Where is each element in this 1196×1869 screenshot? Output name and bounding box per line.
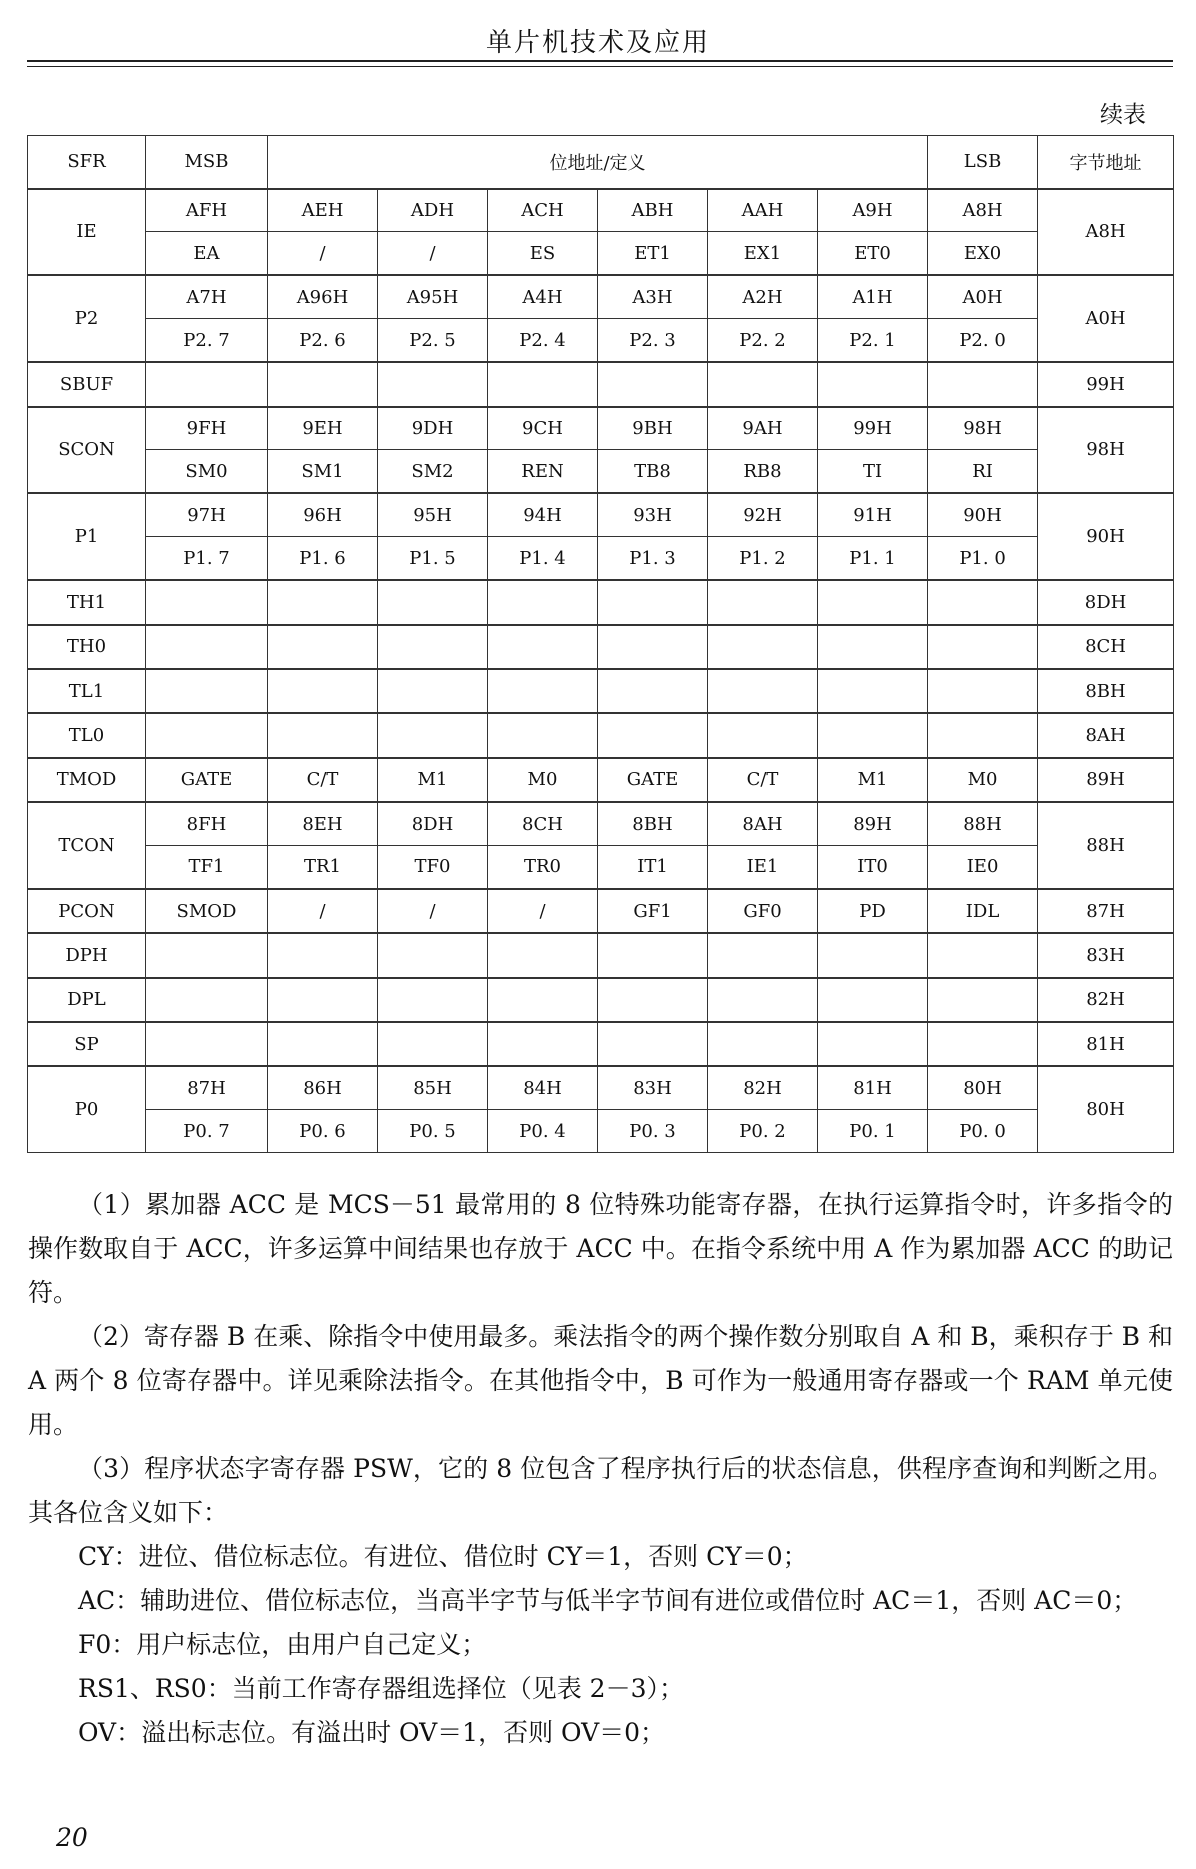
empty-cell	[708, 362, 818, 406]
table-row	[28, 189, 1174, 232]
bit-address-cell: 9EH	[268, 407, 378, 450]
bit-address-cell: 9AH	[708, 407, 818, 450]
empty-cell	[488, 713, 598, 757]
bit-definition-cell: P1. 7	[146, 537, 268, 580]
sfr-name-sp: SP	[28, 1022, 146, 1066]
byte-address-tmod: 89H	[1038, 758, 1174, 802]
byte-address-dph: 83H	[1038, 933, 1174, 977]
bit-definition-cell: P2. 2	[708, 319, 818, 362]
empty-cell	[928, 580, 1038, 624]
empty-cell	[378, 669, 488, 713]
byte-address-tl1: 8BH	[1038, 669, 1174, 713]
bit-address-cell: A3H	[598, 275, 708, 318]
empty-cell	[488, 933, 598, 977]
bit-address-cell: ADH	[378, 189, 488, 232]
sfr-name-tcon: TCON	[28, 802, 146, 889]
bit-address-cell: 85H	[378, 1066, 488, 1109]
bit-definition-cell: ET0	[818, 232, 928, 275]
table-row	[28, 232, 1174, 275]
empty-cell	[378, 1022, 488, 1066]
empty-cell	[818, 978, 928, 1022]
running-header-title: 单片机技术及应用	[485, 28, 710, 58]
empty-cell	[598, 580, 708, 624]
bit-definition-cell: P0. 6	[268, 1110, 378, 1153]
paragraph-acc: （1）累加器 ACC 是 MCS－51 最常用的 8 位特殊功能寄存器，在执行运算指令时，许多指令的操作数取自于 ACC，许多运算中间结果也存放于 ACC 中。在指令系统中用 A 作为累加器 ACC 的助记符。	[28, 1190, 1173, 1307]
table-row	[28, 845, 1174, 888]
bit-definition-cell: P0. 4	[488, 1110, 598, 1153]
byte-address-pcon: 87H	[1038, 889, 1174, 933]
bit-definition-cell: RI	[928, 450, 1038, 493]
bit-address-cell: ABH	[598, 189, 708, 232]
bit-address-cell: 8EH	[268, 802, 378, 845]
header-byte-address: 字节地址	[1038, 136, 1174, 189]
bit-address-cell: 84H	[488, 1066, 598, 1109]
sfr-name-th0: TH0	[28, 625, 146, 669]
bit-definition-cell: P1. 5	[378, 537, 488, 580]
bit-definition-cell: P2. 0	[928, 319, 1038, 362]
table-row	[28, 625, 1174, 669]
empty-cell	[708, 978, 818, 1022]
empty-cell	[378, 713, 488, 757]
bit-definition-cell: P2. 1	[818, 319, 928, 362]
sfr-name-pcon: PCON	[28, 889, 146, 933]
bit-definition-cell: P0. 5	[378, 1110, 488, 1153]
empty-cell	[708, 713, 818, 757]
bit-definition-cell: SMOD	[146, 889, 268, 933]
empty-cell	[146, 713, 268, 757]
page-number: 20	[56, 1823, 88, 1852]
empty-cell	[598, 362, 708, 406]
bit-address-cell: 81H	[818, 1066, 928, 1109]
table-header-row	[28, 136, 1174, 189]
empty-cell	[268, 362, 378, 406]
bit-definition-cell: GF0	[708, 889, 818, 933]
bit-address-cell: ACH	[488, 189, 598, 232]
table-row	[28, 889, 1174, 933]
empty-cell	[928, 362, 1038, 406]
empty-cell	[818, 713, 928, 757]
bit-definition-cell: SM2	[378, 450, 488, 493]
bit-definition-cell: M1	[818, 758, 928, 802]
sfr-name-p0: P0	[28, 1066, 146, 1152]
bit-definition-cell: ES	[488, 232, 598, 275]
empty-cell	[818, 1022, 928, 1066]
bit-address-cell: 80H	[928, 1066, 1038, 1109]
empty-cell	[268, 933, 378, 977]
bit-definition-cell: P0. 7	[146, 1110, 268, 1153]
bit-definition-cell: TI	[818, 450, 928, 493]
bit-definition-cell: P2. 3	[598, 319, 708, 362]
empty-cell	[378, 625, 488, 669]
bit-definition-cell: EA	[146, 232, 268, 275]
bit-address-cell: 92H	[708, 493, 818, 536]
bit-definition-cell: GATE	[598, 758, 708, 802]
byte-address-p2: A0H	[1038, 275, 1174, 362]
empty-cell	[818, 933, 928, 977]
item-rs: RS1、RS0：当前工作寄存器组选择位（见表 2－3）；	[78, 1674, 684, 1703]
bit-definition-cell: SM0	[146, 450, 268, 493]
bit-definition-cell: P1. 6	[268, 537, 378, 580]
bit-address-cell: 96H	[268, 493, 378, 536]
empty-cell	[928, 713, 1038, 757]
bit-address-cell: 93H	[598, 493, 708, 536]
bit-definition-cell: P1. 3	[598, 537, 708, 580]
table-row	[28, 537, 1174, 580]
byte-address-sp: 81H	[1038, 1022, 1174, 1066]
bit-definition-cell: IDL	[928, 889, 1038, 933]
sfr-name-dph: DPH	[28, 933, 146, 977]
bit-address-cell: 86H	[268, 1066, 378, 1109]
empty-cell	[146, 362, 268, 406]
sfr-name-ie: IE	[28, 189, 146, 276]
bit-definition-cell: TR0	[488, 845, 598, 888]
table-row	[28, 669, 1174, 713]
bit-address-cell: A95H	[378, 275, 488, 318]
empty-cell	[598, 669, 708, 713]
bit-definition-cell: PD	[818, 889, 928, 933]
sfr-name-th1: TH1	[28, 580, 146, 624]
empty-cell	[146, 580, 268, 624]
bit-definition-cell: C/T	[268, 758, 378, 802]
table-row	[28, 978, 1174, 1022]
bit-definition-cell: P2. 6	[268, 319, 378, 362]
empty-cell	[598, 713, 708, 757]
empty-cell	[598, 1022, 708, 1066]
bit-address-cell: 8DH	[378, 802, 488, 845]
header-rule-thin	[27, 66, 1173, 67]
bit-address-cell: A9H	[818, 189, 928, 232]
empty-cell	[268, 978, 378, 1022]
empty-cell	[268, 669, 378, 713]
empty-cell	[598, 933, 708, 977]
bit-definition-cell: /	[268, 232, 378, 275]
bit-definition-cell: P2. 7	[146, 319, 268, 362]
table-row	[28, 1110, 1174, 1153]
table-row	[28, 1022, 1174, 1066]
table-row	[28, 802, 1174, 845]
byte-address-p0: 80H	[1038, 1066, 1174, 1152]
bit-definition-cell: /	[268, 889, 378, 933]
bit-definition-cell: IE1	[708, 845, 818, 888]
bit-definition-cell: M1	[378, 758, 488, 802]
empty-cell	[818, 669, 928, 713]
bit-address-cell: A4H	[488, 275, 598, 318]
table-row	[28, 362, 1174, 406]
bit-definition-cell: TF0	[378, 845, 488, 888]
sfr-name-scon: SCON	[28, 407, 146, 494]
bit-address-cell: 95H	[378, 493, 488, 536]
bit-definition-cell: IT1	[598, 845, 708, 888]
sfr-name-dpl: DPL	[28, 978, 146, 1022]
empty-cell	[378, 978, 488, 1022]
bit-address-cell: 8CH	[488, 802, 598, 845]
bit-address-cell: 99H	[818, 407, 928, 450]
paragraph-psw: （3）程序状态字寄存器 PSW，它的 8 位包含了程序执行后的状态信息，供程序查询和判断之用。其各位含义如下：	[28, 1454, 1173, 1527]
table-continued-label: 续表	[1100, 102, 1146, 128]
bit-definition-cell: RB8	[708, 450, 818, 493]
bit-address-cell: 87H	[146, 1066, 268, 1109]
bit-definition-cell: C/T	[708, 758, 818, 802]
empty-cell	[488, 625, 598, 669]
bit-address-cell: 91H	[818, 493, 928, 536]
empty-cell	[146, 1022, 268, 1066]
empty-cell	[268, 713, 378, 757]
bit-definition-cell: P2. 5	[378, 319, 488, 362]
bit-address-cell: 98H	[928, 407, 1038, 450]
empty-cell	[928, 978, 1038, 1022]
table-row	[28, 933, 1174, 977]
empty-cell	[818, 625, 928, 669]
header-rule-thick	[27, 60, 1173, 62]
bit-definition-cell: P1. 4	[488, 537, 598, 580]
bit-definition-cell: P0. 3	[598, 1110, 708, 1153]
bit-address-cell: 83H	[598, 1066, 708, 1109]
header-msb: MSB	[146, 136, 268, 189]
bit-definition-cell: EX0	[928, 232, 1038, 275]
bit-address-cell: A1H	[818, 275, 928, 318]
table-row	[28, 319, 1174, 362]
empty-cell	[598, 978, 708, 1022]
byte-address-th1: 8DH	[1038, 580, 1174, 624]
bit-definition-cell: TB8	[598, 450, 708, 493]
bit-address-cell: 8AH	[708, 802, 818, 845]
byte-address-sbuf: 99H	[1038, 362, 1174, 406]
empty-cell	[928, 1022, 1038, 1066]
body-text	[28, 1183, 1173, 1755]
bit-definition-cell: P1. 0	[928, 537, 1038, 580]
sfr-name-tl1: TL1	[28, 669, 146, 713]
empty-cell	[268, 625, 378, 669]
empty-cell	[708, 669, 818, 713]
bit-address-cell: A7H	[146, 275, 268, 318]
empty-cell	[928, 625, 1038, 669]
bit-address-cell: 94H	[488, 493, 598, 536]
empty-cell	[378, 933, 488, 977]
bit-address-cell: 9DH	[378, 407, 488, 450]
paragraph-register-b: （2）寄存器 B 在乘、除指令中使用最多。乘法指令的两个操作数分别取自 A 和 B，乘积存于 B 和 A 两个 8 位寄存器中。详见乘除法指令。在其他指令中，B 可作为一般通用寄存器或一个 RAM 单元使用。	[28, 1322, 1173, 1439]
empty-cell	[146, 625, 268, 669]
byte-address-tcon: 88H	[1038, 802, 1174, 889]
bit-address-cell: AAH	[708, 189, 818, 232]
bit-address-cell: 89H	[818, 802, 928, 845]
bit-definition-cell: GF1	[598, 889, 708, 933]
empty-cell	[488, 1022, 598, 1066]
bit-definition-cell: TR1	[268, 845, 378, 888]
empty-cell	[146, 978, 268, 1022]
sfr-name-p2: P2	[28, 275, 146, 362]
empty-cell	[708, 580, 818, 624]
table-row	[28, 407, 1174, 450]
bit-definition-cell: REN	[488, 450, 598, 493]
bit-definition-cell: P0. 0	[928, 1110, 1038, 1153]
item-ov: OV：溢出标志位。有溢出时 OV＝1，否则 OV＝0；	[78, 1718, 666, 1747]
bit-definition-cell: P2. 4	[488, 319, 598, 362]
bit-definition-cell: IT0	[818, 845, 928, 888]
bit-definition-cell: /	[378, 889, 488, 933]
empty-cell	[818, 362, 928, 406]
empty-cell	[598, 625, 708, 669]
sfr-name-tl0: TL0	[28, 713, 146, 757]
bit-definition-cell: EX1	[708, 232, 818, 275]
bit-definition-cell: SM1	[268, 450, 378, 493]
bit-address-cell: A0H	[928, 275, 1038, 318]
empty-cell	[928, 933, 1038, 977]
table-row	[28, 1066, 1174, 1109]
item-cy: CY：进位、借位标志位。有进位、借位时 CY＝1，否则 CY＝0；	[78, 1542, 808, 1571]
byte-address-ie: A8H	[1038, 189, 1174, 276]
item-f0: F0：用户标志位，由用户自己定义；	[78, 1630, 487, 1659]
byte-address-tl0: 8AH	[1038, 713, 1174, 757]
empty-cell	[378, 580, 488, 624]
empty-cell	[928, 669, 1038, 713]
bit-definition-cell: ET1	[598, 232, 708, 275]
sfr-name-sbuf: SBUF	[28, 362, 146, 406]
bit-address-cell: 9CH	[488, 407, 598, 450]
empty-cell	[146, 669, 268, 713]
empty-cell	[488, 978, 598, 1022]
bit-definition-cell: P0. 1	[818, 1110, 928, 1153]
bit-definition-cell: /	[378, 232, 488, 275]
table-row	[28, 493, 1174, 536]
empty-cell	[146, 933, 268, 977]
bit-address-cell: A8H	[928, 189, 1038, 232]
bit-address-cell: A96H	[268, 275, 378, 318]
header-lsb: LSB	[928, 136, 1038, 189]
bit-address-cell: 90H	[928, 493, 1038, 536]
bit-definition-cell: IE0	[928, 845, 1038, 888]
empty-cell	[378, 362, 488, 406]
item-ac: AC：辅助进位、借位标志位，当高半字节与低半字节间有进位或借位时 AC＝1，否则 AC＝0；	[78, 1586, 1138, 1615]
bit-address-cell: 97H	[146, 493, 268, 536]
bit-definition-cell: P0. 2	[708, 1110, 818, 1153]
byte-address-p1: 90H	[1038, 493, 1174, 580]
table-row	[28, 758, 1174, 802]
table-row	[28, 713, 1174, 757]
empty-cell	[488, 580, 598, 624]
empty-cell	[708, 1022, 818, 1066]
bit-address-cell: 8BH	[598, 802, 708, 845]
bit-address-cell: 9FH	[146, 407, 268, 450]
bit-definition-cell: P1. 1	[818, 537, 928, 580]
sfr-name-p1: P1	[28, 493, 146, 580]
empty-cell	[818, 580, 928, 624]
table-row	[28, 580, 1174, 624]
sfr-table	[27, 135, 1174, 1153]
byte-address-dpl: 82H	[1038, 978, 1174, 1022]
bit-address-cell: AEH	[268, 189, 378, 232]
bit-address-cell: A2H	[708, 275, 818, 318]
bit-definition-cell: /	[488, 889, 598, 933]
empty-cell	[708, 625, 818, 669]
bit-definition-cell: M0	[928, 758, 1038, 802]
table-row	[28, 450, 1174, 493]
empty-cell	[268, 1022, 378, 1066]
empty-cell	[708, 933, 818, 977]
bit-address-cell: 88H	[928, 802, 1038, 845]
bit-address-cell: 8FH	[146, 802, 268, 845]
empty-cell	[488, 362, 598, 406]
bit-address-cell: 9BH	[598, 407, 708, 450]
bit-definition-cell: TF1	[146, 845, 268, 888]
bit-definition-cell: GATE	[146, 758, 268, 802]
empty-cell	[268, 580, 378, 624]
bit-definition-cell: P1. 2	[708, 537, 818, 580]
bit-definition-cell: M0	[488, 758, 598, 802]
bit-address-cell: 82H	[708, 1066, 818, 1109]
sfr-name-tmod: TMOD	[28, 758, 146, 802]
empty-cell	[488, 669, 598, 713]
byte-address-th0: 8CH	[1038, 625, 1174, 669]
header-bit-address: 位地址/定义	[268, 136, 928, 189]
header-sfr: SFR	[28, 136, 146, 189]
table-row	[28, 275, 1174, 318]
bit-address-cell: AFH	[146, 189, 268, 232]
byte-address-scon: 98H	[1038, 407, 1174, 494]
